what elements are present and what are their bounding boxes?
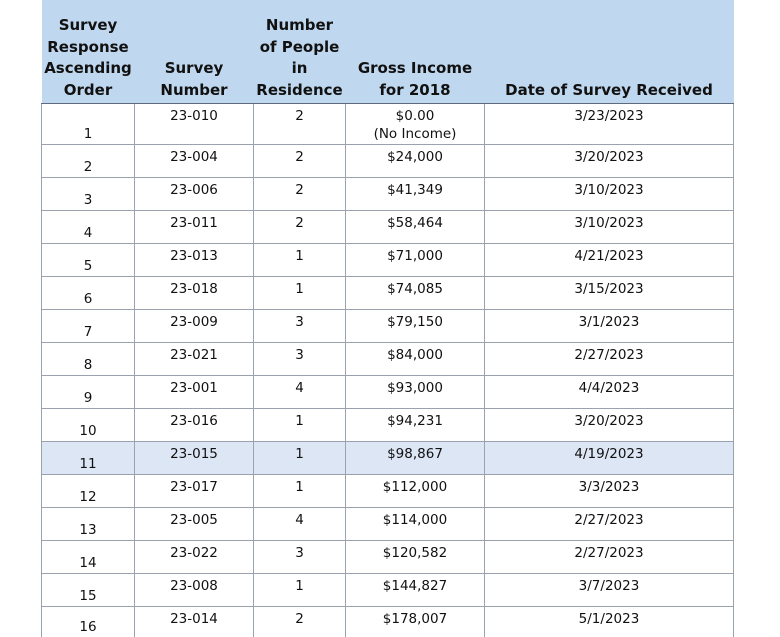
row-order-cell: 11 xyxy=(42,442,135,475)
date-received-cell: 4/19/2023 xyxy=(485,442,734,475)
date-received-cell: 5/1/2023 xyxy=(485,607,734,637)
date-received-cell: 3/23/2023 xyxy=(485,104,734,145)
row-order-cell: 9 xyxy=(42,376,135,409)
table-row xyxy=(42,178,734,211)
survey-number-cell: 23-014 xyxy=(135,607,254,637)
table-row xyxy=(42,343,734,376)
header-order: Survey Response Ascending Order xyxy=(42,0,135,104)
table-row xyxy=(42,475,734,508)
date-received-cell: 3/7/2023 xyxy=(485,574,734,607)
people-count-cell: 4 xyxy=(254,376,346,409)
row-order-cell: 14 xyxy=(42,541,135,574)
people-count-cell: 1 xyxy=(254,277,346,310)
header-income: Gross Income for 2018 xyxy=(346,0,485,104)
table-row xyxy=(42,211,734,244)
people-count-cell: 4 xyxy=(254,508,346,541)
survey-number-cell: 23-001 xyxy=(135,376,254,409)
gross-income-cell: $144,827 xyxy=(346,574,485,607)
date-received-cell: 2/27/2023 xyxy=(485,508,734,541)
people-count-cell: 1 xyxy=(254,409,346,442)
survey-number-cell: 23-013 xyxy=(135,244,254,277)
gross-income-cell: $79,150 xyxy=(346,310,485,343)
date-received-cell: 4/21/2023 xyxy=(485,244,734,277)
table-row xyxy=(42,376,734,409)
gross-income-cell: $71,000 xyxy=(346,244,485,277)
date-received-cell: 3/20/2023 xyxy=(485,409,734,442)
survey-table xyxy=(41,0,734,637)
date-received-cell: 3/1/2023 xyxy=(485,310,734,343)
row-order-cell: 2 xyxy=(42,145,135,178)
table-row xyxy=(42,409,734,442)
survey-number-cell: 23-005 xyxy=(135,508,254,541)
row-order-cell: 15 xyxy=(42,574,135,607)
date-received-cell: 3/20/2023 xyxy=(485,145,734,178)
gross-income-cell: $94,231 xyxy=(346,409,485,442)
survey-number-cell: 23-004 xyxy=(135,145,254,178)
header-people: Number of People in Residence xyxy=(254,0,346,104)
survey-number-cell: 23-018 xyxy=(135,277,254,310)
row-order-cell: 13 xyxy=(42,508,135,541)
people-count-cell: 2 xyxy=(254,104,346,145)
gross-income-cell: $74,085 xyxy=(346,277,485,310)
people-count-cell: 1 xyxy=(254,442,346,475)
survey-number-cell: 23-006 xyxy=(135,178,254,211)
gross-income-cell: $0.00 (No Income) xyxy=(346,104,485,145)
survey-number-cell: 23-017 xyxy=(135,475,254,508)
row-order-cell: 12 xyxy=(42,475,135,508)
gross-income-cell: $24,000 xyxy=(346,145,485,178)
header-date: Date of Survey Received xyxy=(485,0,734,104)
row-order-cell: 5 xyxy=(42,244,135,277)
row-order-cell: 10 xyxy=(42,409,135,442)
table-row xyxy=(42,104,734,145)
survey-number-cell: 23-010 xyxy=(135,104,254,145)
gross-income-cell: $93,000 xyxy=(346,376,485,409)
people-count-cell: 3 xyxy=(254,310,346,343)
table-row xyxy=(42,541,734,574)
survey-number-cell: 23-021 xyxy=(135,343,254,376)
gross-income-cell: $120,582 xyxy=(346,541,485,574)
date-received-cell: 2/27/2023 xyxy=(485,343,734,376)
people-count-cell: 1 xyxy=(254,244,346,277)
people-count-cell: 3 xyxy=(254,541,346,574)
date-received-cell: 4/4/2023 xyxy=(485,376,734,409)
header-row xyxy=(42,0,734,104)
row-order-cell: 7 xyxy=(42,310,135,343)
gross-income-cell: $58,464 xyxy=(346,211,485,244)
survey-number-cell: 23-009 xyxy=(135,310,254,343)
gross-income-cell: $178,007 xyxy=(346,607,485,637)
people-count-cell: 2 xyxy=(254,178,346,211)
row-order-cell: 8 xyxy=(42,343,135,376)
table-row xyxy=(42,574,734,607)
header-number: Survey Number xyxy=(135,0,254,104)
table-row xyxy=(42,508,734,541)
row-order-cell: 6 xyxy=(42,277,135,310)
table-row xyxy=(42,277,734,310)
row-order-cell: 1 xyxy=(42,104,135,145)
row-order-cell: 4 xyxy=(42,211,135,244)
survey-number-cell: 23-008 xyxy=(135,574,254,607)
people-count-cell: 1 xyxy=(254,574,346,607)
date-received-cell: 2/27/2023 xyxy=(485,541,734,574)
people-count-cell: 2 xyxy=(254,145,346,178)
date-received-cell: 3/10/2023 xyxy=(485,178,734,211)
survey-number-cell: 23-011 xyxy=(135,211,254,244)
table-row xyxy=(42,310,734,343)
date-received-cell: 3/10/2023 xyxy=(485,211,734,244)
date-received-cell: 3/15/2023 xyxy=(485,277,734,310)
table-row xyxy=(42,442,734,475)
survey-number-cell: 23-022 xyxy=(135,541,254,574)
table-row xyxy=(42,244,734,277)
table-row xyxy=(42,145,734,178)
gross-income-cell: $98,867 xyxy=(346,442,485,475)
gross-income-cell: $84,000 xyxy=(346,343,485,376)
table-row xyxy=(42,607,734,637)
people-count-cell: 1 xyxy=(254,475,346,508)
gross-income-cell: $41,349 xyxy=(346,178,485,211)
survey-number-cell: 23-015 xyxy=(135,442,254,475)
survey-number-cell: 23-016 xyxy=(135,409,254,442)
row-order-cell: 3 xyxy=(42,178,135,211)
income-note: (No Income) xyxy=(346,125,484,143)
date-received-cell: 3/3/2023 xyxy=(485,475,734,508)
people-count-cell: 2 xyxy=(254,211,346,244)
row-order-cell: 16 xyxy=(42,607,135,637)
people-count-cell: 3 xyxy=(254,343,346,376)
gross-income-cell: $112,000 xyxy=(346,475,485,508)
gross-income-cell: $114,000 xyxy=(346,508,485,541)
people-count-cell: 2 xyxy=(254,607,346,637)
